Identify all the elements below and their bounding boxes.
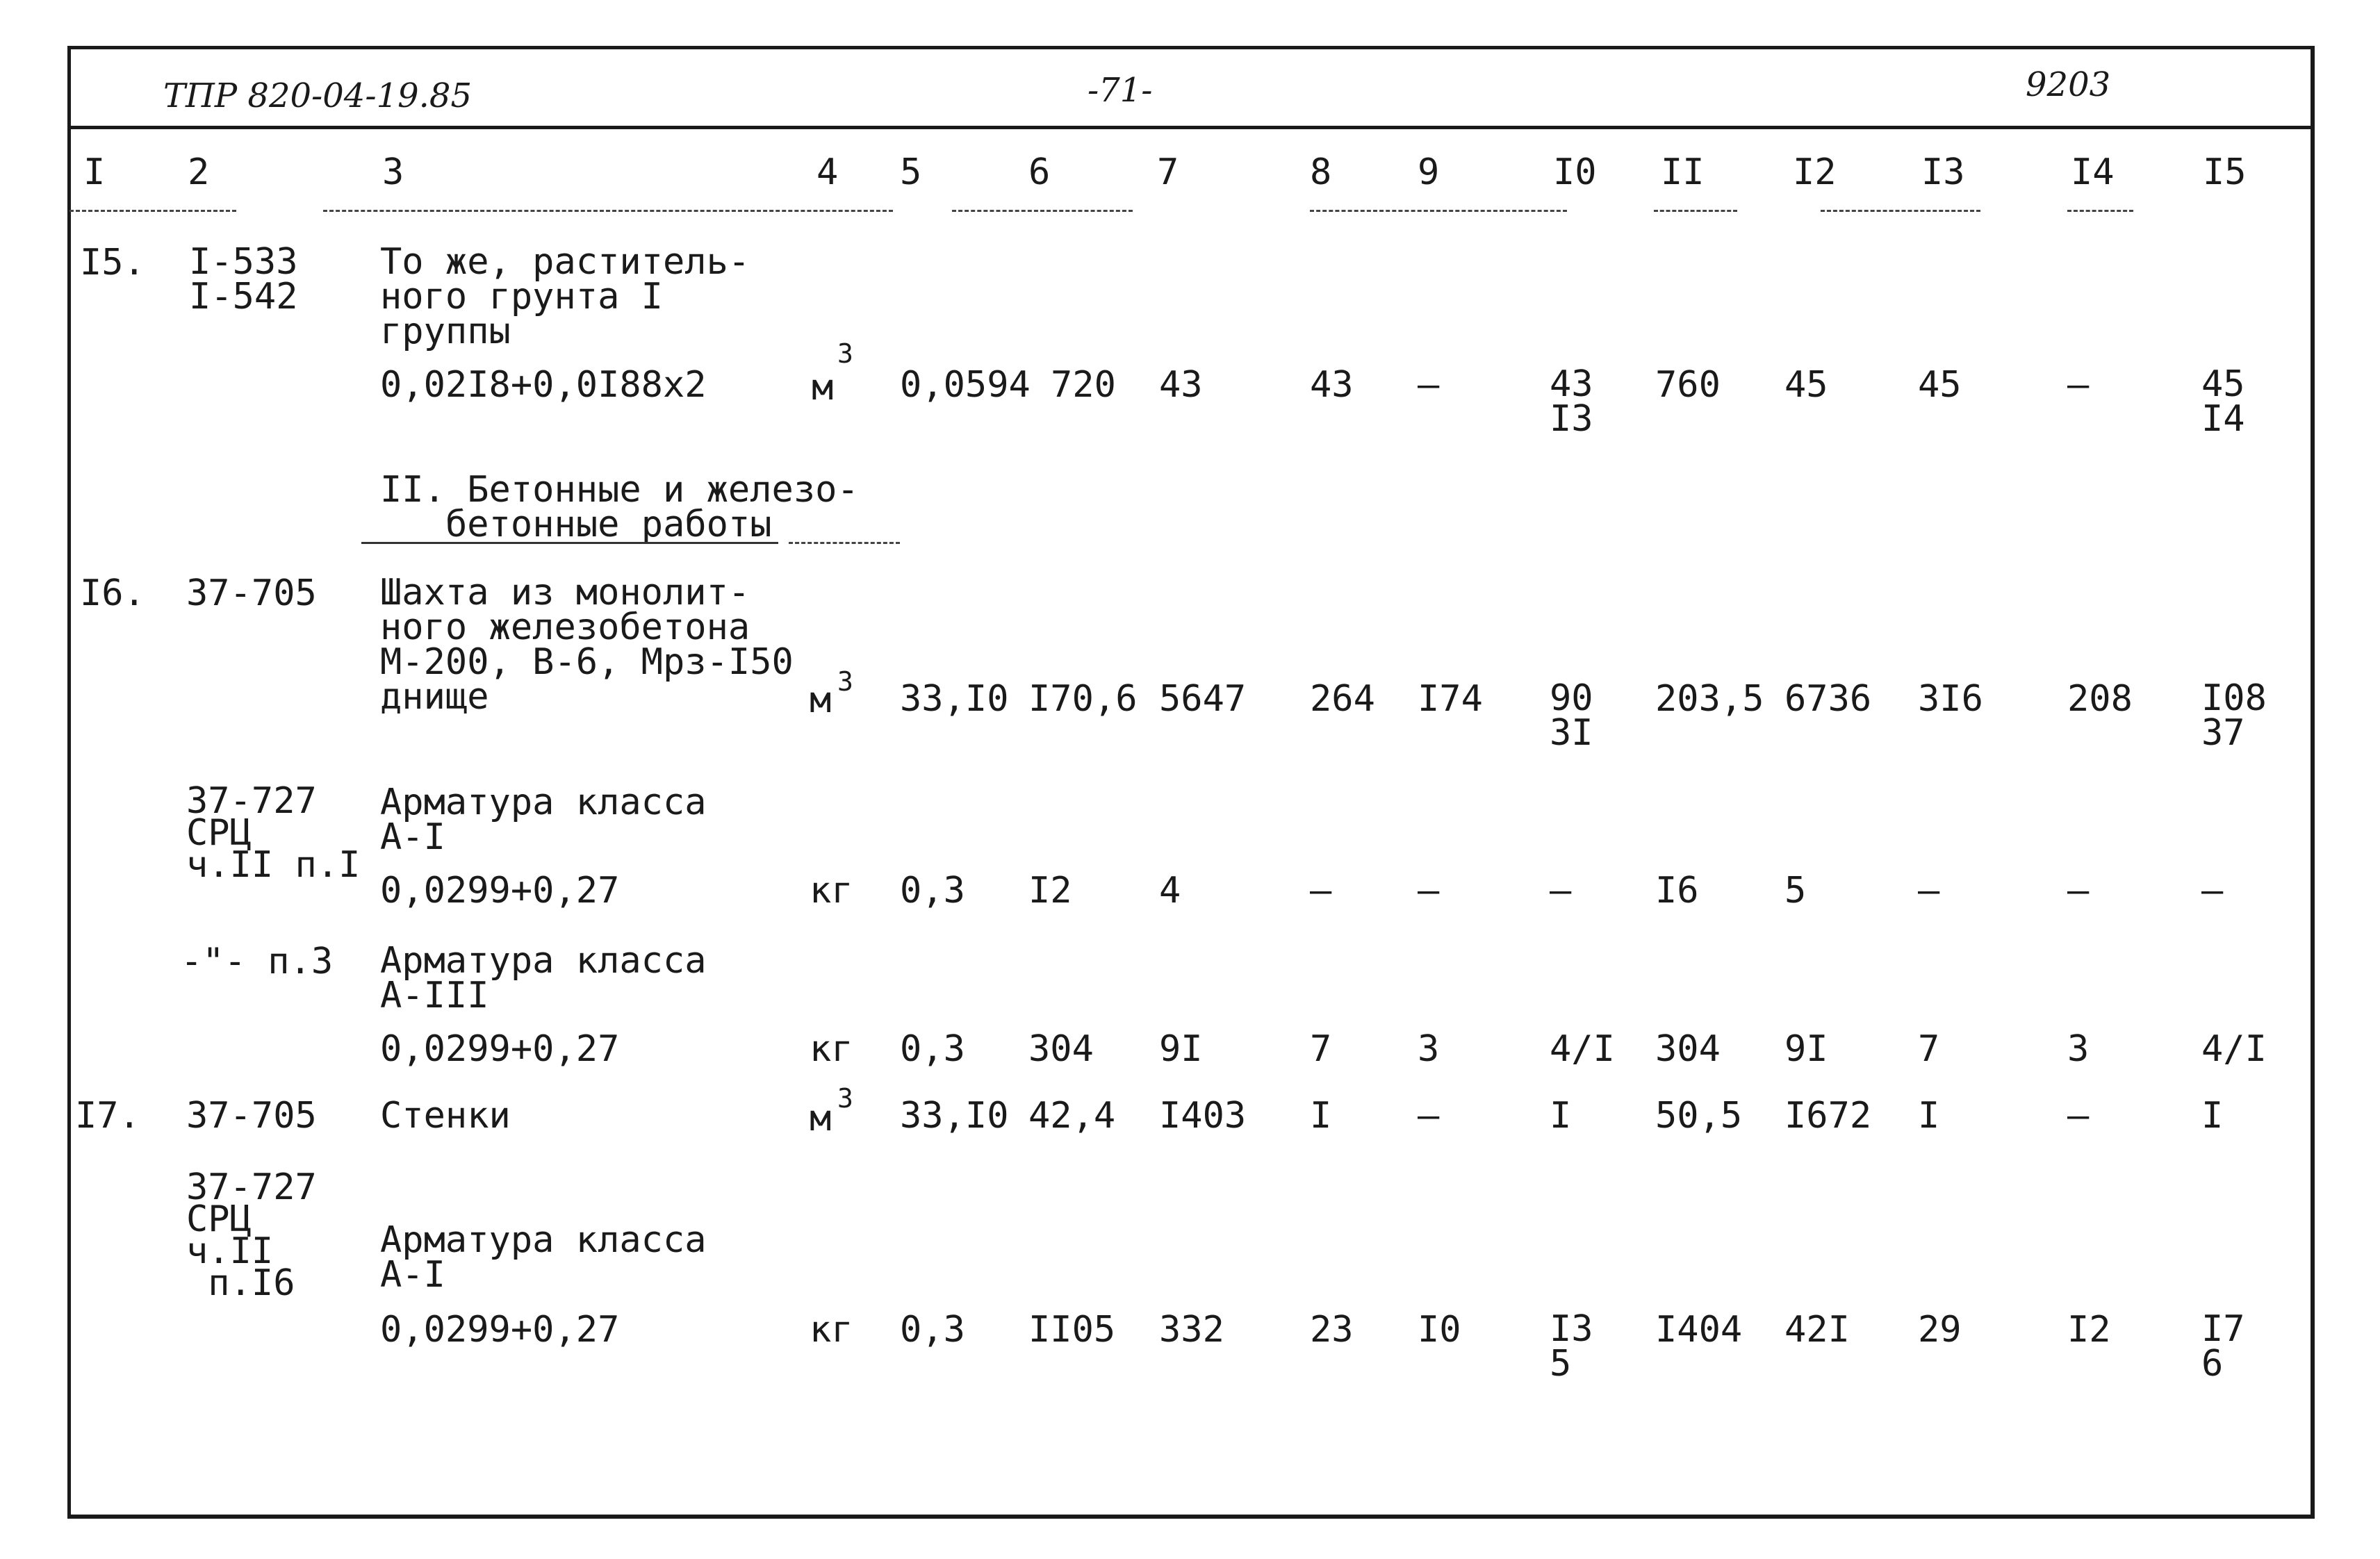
cell: I74 (1418, 678, 1483, 720)
cell: 720 (1051, 364, 1116, 406)
cell: – (1310, 870, 1332, 912)
cell: – (2067, 870, 2090, 912)
unit-superscript: 3 (837, 1083, 853, 1114)
cell: 43 (1159, 364, 1203, 406)
col-header: I2 (1793, 151, 1837, 193)
row-number: I7. (75, 1095, 140, 1137)
cell: 203,5 (1655, 678, 1764, 720)
col-header: I4 (2071, 151, 2115, 193)
cell: I403 (1159, 1095, 1247, 1137)
section-title: II. Бетонные и железо- бетонные работы (380, 469, 859, 545)
doc-code: ТПР 820-04-19.85 (163, 76, 472, 115)
cell: – (2067, 1095, 2090, 1137)
row-number: I6. (80, 572, 145, 614)
cell: 42I (1784, 1309, 1850, 1351)
cell: 5647 (1159, 678, 1247, 720)
row-formula: 0,0299+0,27 (380, 1028, 620, 1070)
cell: 6736 (1784, 678, 1872, 720)
page-number: -71- (1088, 71, 1153, 110)
col-header: 5 (900, 151, 922, 193)
cell: 0,3 (900, 1028, 965, 1070)
cell: 33,I0 (900, 678, 1009, 720)
cell: 42,4 (1028, 1095, 1116, 1137)
row-description: Арматура класса А-I (380, 1219, 707, 1296)
cell: 9I (1159, 1028, 1203, 1070)
col-header: I3 (1921, 151, 1965, 193)
cell: – (1550, 870, 1572, 912)
row-number: I5. (80, 242, 145, 283)
cell: – (1418, 870, 1440, 912)
cell: 332 (1159, 1309, 1224, 1351)
col-header: 7 (1157, 151, 1179, 193)
cell: 43 I3 (1550, 363, 1593, 440)
cell: 45 (1918, 364, 1962, 406)
cell: I2 (2067, 1309, 2111, 1351)
unit-superscript: 3 (837, 338, 853, 369)
cell: 90 3I (1550, 677, 1593, 754)
row-code: I-533 I-542 (189, 241, 298, 317)
section-underline-dash (789, 542, 900, 544)
cell: 0,0594 (900, 364, 1031, 406)
cell: I0 (1418, 1309, 1461, 1351)
unit: кг (810, 1309, 853, 1351)
cell: I (2201, 1095, 2224, 1137)
col-header: I5 (2203, 151, 2247, 193)
section-underline (361, 542, 778, 544)
header-dash (2067, 210, 2133, 212)
row-description: Стенки (380, 1095, 511, 1137)
header-dash (952, 210, 1133, 212)
cell: – (1418, 364, 1440, 406)
cell: 29 (1918, 1309, 1962, 1351)
col-header: 8 (1310, 151, 1332, 193)
row-code: 37-705 (186, 572, 317, 614)
cell: 0,3 (900, 1309, 965, 1351)
cell: 208 (2067, 678, 2133, 720)
header-dash (69, 210, 236, 212)
cell: 5 (1784, 870, 1807, 912)
row-code: 37-727 СРЦ ч.II п.I (186, 780, 361, 886)
cell: I (1550, 1095, 1572, 1137)
cell: 7 (1310, 1028, 1332, 1070)
header-dash (323, 210, 893, 212)
header-dash (1310, 210, 1567, 212)
row-code: 37-705 (186, 1095, 317, 1137)
unit: кг (810, 1028, 853, 1070)
cell: 3 (1418, 1028, 1440, 1070)
cell: 43 (1310, 364, 1354, 406)
cell: 304 (1028, 1028, 1094, 1070)
cell: 4 (1159, 870, 1181, 912)
sheet-number: 9203 (2026, 65, 2111, 104)
cell: – (1418, 1095, 1440, 1137)
col-header: 6 (1028, 151, 1051, 193)
cell: II05 (1028, 1309, 1116, 1351)
cell: 23 (1310, 1309, 1354, 1351)
col-header: I0 (1553, 151, 1597, 193)
cell: 264 (1310, 678, 1375, 720)
row-code: 37-727 СРЦ ч.II п.I6 (186, 1166, 317, 1304)
cell: 7 (1918, 1028, 1940, 1070)
row-formula: 0,0299+0,27 (380, 1309, 620, 1351)
cell: I3 5 (1550, 1308, 1593, 1385)
col-header: 3 (382, 151, 404, 193)
row-formula: 0,0299+0,27 (380, 870, 620, 912)
unit: м (810, 679, 832, 721)
cell: 50,5 (1655, 1095, 1743, 1137)
unit-superscript: 3 (837, 666, 853, 697)
cell: I672 (1784, 1095, 1872, 1137)
unit: кг (810, 870, 853, 912)
cell: – (1918, 870, 1940, 912)
col-header: 4 (816, 151, 839, 193)
cell: 760 (1655, 364, 1721, 406)
row-formula: 0,02I8+0,0I88x2 (380, 364, 707, 406)
col-header: 2 (188, 151, 210, 193)
cell: 4/I (1550, 1028, 1615, 1070)
cell: I (1310, 1095, 1332, 1137)
cell: I404 (1655, 1309, 1743, 1351)
header-dash (1821, 210, 1980, 212)
cell: – (2201, 870, 2224, 912)
cell: 304 (1655, 1028, 1721, 1070)
row-description: Арматура класса А-III (380, 940, 707, 1016)
cell: 3 (2067, 1028, 2090, 1070)
cell: – (2067, 364, 2090, 406)
cell: I70,6 (1028, 678, 1138, 720)
col-header: I (83, 151, 106, 193)
cell: 3I6 (1918, 678, 1983, 720)
unit: м (810, 1098, 832, 1139)
col-header: 9 (1418, 151, 1440, 193)
cell: 9I (1784, 1028, 1828, 1070)
cell: 0,3 (900, 870, 965, 912)
col-header: II (1661, 151, 1705, 193)
cell: 33,I0 (900, 1095, 1009, 1137)
cell: I (1918, 1095, 1940, 1137)
header-dash (1654, 210, 1737, 212)
cell: 45 I4 (2201, 363, 2245, 440)
cell: I08 37 (2201, 677, 2267, 754)
cell: I6 (1655, 870, 1699, 912)
row-description: То же, раститель- ного грунта I группы (380, 241, 750, 352)
cell: I2 (1028, 870, 1072, 912)
cell: 45 (1784, 364, 1828, 406)
cell: 4/I (2201, 1028, 2267, 1070)
unit: м (812, 367, 834, 409)
row-description: Шахта из монолит- ного железобетона М-200, В-6, Мрз-I50 днище (380, 572, 794, 718)
row-code: -"- п.3 (181, 941, 334, 982)
cell: I7 6 (2201, 1308, 2245, 1385)
row-description: Арматура класса А-I (380, 782, 707, 858)
header-divider (67, 126, 2315, 129)
